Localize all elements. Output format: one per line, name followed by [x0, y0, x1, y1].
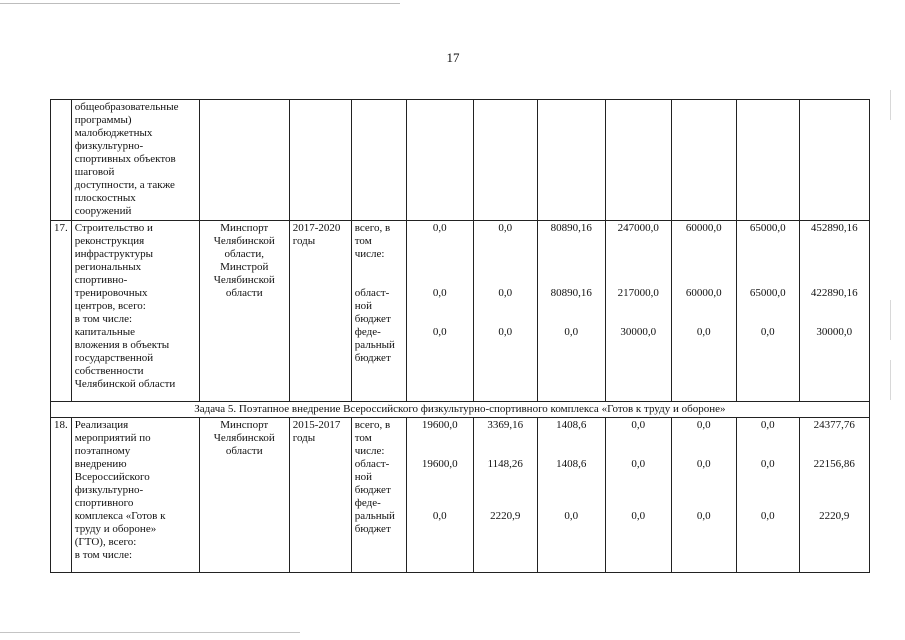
- name-line: физкультурно-: [74, 484, 144, 496]
- value-cell: [406, 221, 473, 402]
- value-regional: 65000,0: [749, 287, 786, 299]
- name-line: спортивных объектов: [74, 153, 176, 165]
- name-line: Всероссийского: [74, 471, 150, 483]
- value-cell: [473, 221, 537, 402]
- value-cell: [799, 418, 869, 573]
- name-line: плоскостных: [74, 192, 136, 204]
- source-line: област-: [354, 458, 390, 470]
- value-total: 0,0: [432, 222, 447, 234]
- value-cell: [736, 100, 799, 221]
- value-cell: [671, 100, 736, 221]
- value-federal: 0,0: [696, 326, 711, 338]
- source-cell: [351, 221, 406, 402]
- period-line: годы: [292, 432, 316, 444]
- source-line: бюджет: [354, 523, 391, 535]
- value-federal: 0,0: [696, 510, 711, 522]
- name-line: Строительство и: [74, 222, 153, 234]
- name-line: вложения в объекты: [74, 339, 170, 351]
- value-total: 0,0: [631, 419, 646, 431]
- source-line: том: [354, 432, 372, 444]
- value-cell: [473, 418, 537, 573]
- name-line: общеобразовательные: [74, 101, 179, 113]
- value-federal: 30000,0: [620, 326, 657, 338]
- executor-line: области: [225, 287, 263, 299]
- name-line: поэтапному: [74, 445, 131, 457]
- value-federal: 0,0: [760, 510, 775, 522]
- value-cell: [799, 221, 869, 402]
- table-row-17: [51, 221, 870, 402]
- value-cell: [406, 418, 473, 573]
- row-number-cell: 18.: [51, 418, 72, 573]
- scan-edge-mark: [890, 90, 891, 120]
- value-total: 60000,0: [685, 222, 722, 234]
- name-line: инфраструктуры: [74, 248, 153, 260]
- name-line: собственности: [74, 365, 144, 377]
- name-line: спортивно-: [74, 274, 128, 286]
- name-line: региональных: [74, 261, 142, 273]
- value-regional: 0,0: [498, 287, 513, 299]
- name-line: мероприятий по: [74, 432, 151, 444]
- table-row-task-5: [51, 402, 870, 418]
- value-cell: [671, 221, 736, 402]
- value-federal: 2220,9: [819, 510, 850, 522]
- value-total: 80890,16: [550, 222, 592, 234]
- source-line: феде-: [354, 497, 381, 509]
- source-spacer: [355, 261, 403, 287]
- period-cell: [289, 100, 351, 221]
- value-total: 3369,16: [487, 419, 524, 431]
- value-federal: 0,0: [631, 510, 646, 522]
- period-cell: [289, 418, 351, 573]
- scan-edge-line-top: [0, 3, 400, 4]
- source-line: ральный: [354, 510, 395, 522]
- name-line: в том числе:: [74, 313, 133, 325]
- name-line: реконструкция: [74, 235, 145, 247]
- source-line: числе:: [354, 445, 385, 457]
- name-line: центров, всего:: [74, 300, 146, 312]
- name-line: физкультурно-: [74, 140, 144, 152]
- value-total: 19600,0: [421, 419, 458, 431]
- value-cell: [605, 221, 671, 402]
- value-total: 0,0: [696, 419, 711, 431]
- value-cell: [736, 418, 799, 573]
- name-line: программы): [74, 114, 132, 126]
- page-number: 17: [446, 50, 460, 65]
- source-line: всего, в: [354, 419, 391, 431]
- source-line: ральный: [354, 339, 395, 351]
- source-line: бюджет: [354, 352, 391, 364]
- name-line: малобюджетных: [74, 127, 153, 139]
- source-line: ной: [354, 471, 373, 483]
- value-total: 65000,0: [749, 222, 786, 234]
- value-cell: [605, 100, 671, 221]
- value-regional: 0,0: [432, 287, 447, 299]
- value-federal: 0,0: [760, 326, 775, 338]
- value-total: 24377,76: [813, 419, 855, 431]
- value-regional: 80890,16: [550, 287, 592, 299]
- value-total: 0,0: [760, 419, 775, 431]
- value-cell: [537, 100, 605, 221]
- source-line: том: [354, 235, 372, 247]
- name-line: Челябинской области: [74, 378, 176, 390]
- value-cell: [537, 418, 605, 573]
- value-federal: 2220,9: [490, 510, 521, 522]
- name-line: капитальные: [74, 326, 136, 338]
- value-cell: [605, 418, 671, 573]
- executor-line: области: [225, 445, 263, 457]
- value-federal: 0,0: [498, 326, 513, 338]
- budget-table: [50, 99, 870, 573]
- name-line: комплекса «Готов к: [74, 510, 166, 522]
- value-federal: 0,0: [432, 510, 447, 522]
- name-line: внедрению: [74, 458, 127, 470]
- executor-line: Минстрой: [220, 261, 269, 273]
- executor-cell: [199, 100, 289, 221]
- value-regional: 0,0: [631, 458, 646, 470]
- row-number-cell: [51, 100, 72, 221]
- executor-line: области,: [224, 248, 265, 260]
- value-cell: [799, 100, 869, 221]
- value-regional: 1148,26: [487, 458, 523, 470]
- period-cell: [289, 221, 351, 402]
- name-line: государственной: [74, 352, 154, 364]
- scan-edge-line-bottom: [0, 632, 300, 633]
- period-line: годы: [292, 235, 316, 247]
- executor-line: Минспорт: [220, 222, 269, 234]
- task-heading: Задача 5. Поэтапное внедрение Всероссийского физкультурно-спортивного комплекса «Готов к труду и обороне»: [51, 402, 870, 418]
- row-number-cell: 17.: [51, 221, 72, 402]
- table-row-continuation: [51, 100, 870, 221]
- executor-cell: [199, 418, 289, 573]
- value-total: 452890,16: [810, 222, 858, 234]
- value-cell: [406, 100, 473, 221]
- executor-line: Челябинской: [213, 235, 275, 247]
- value-regional: 422890,16: [810, 287, 858, 299]
- name-line: тренировочных: [74, 287, 148, 299]
- executor-line: Минспорт: [220, 419, 269, 431]
- scan-edge-mark: [890, 360, 891, 400]
- value-regional: 19600,0: [421, 458, 458, 470]
- value-federal: 0,0: [564, 326, 579, 338]
- name-line: (ГТО), всего:: [74, 536, 137, 548]
- source-line: числе:: [354, 248, 385, 260]
- value-cell: [473, 100, 537, 221]
- value-cell: [537, 221, 605, 402]
- source-line: бюджет: [354, 313, 391, 325]
- value-total: 1408,6: [556, 419, 587, 431]
- value-regional: 0,0: [696, 458, 711, 470]
- value-regional: 22156,86: [813, 458, 855, 470]
- source-line: бюджет: [354, 484, 391, 496]
- value-federal: 30000,0: [816, 326, 853, 338]
- value-regional: 0,0: [760, 458, 775, 470]
- source-cell: [351, 100, 406, 221]
- source-line: област-: [354, 287, 390, 299]
- value-regional: 1408,6: [556, 458, 587, 470]
- name-line: в том числе:: [74, 549, 133, 561]
- name-line: Реализация: [74, 419, 129, 431]
- value-cell: [736, 221, 799, 402]
- measure-name-cell: [71, 221, 199, 402]
- period-line: 2017-2020: [292, 222, 341, 234]
- name-line: шаговой: [74, 166, 115, 178]
- value-regional: 217000,0: [617, 287, 659, 299]
- source-cell: [351, 418, 406, 573]
- source-line: феде-: [354, 326, 381, 338]
- executor-cell: [199, 221, 289, 402]
- value-regional: 60000,0: [685, 287, 722, 299]
- executor-line: Челябинской: [213, 432, 275, 444]
- value-cell: [671, 418, 736, 573]
- measure-name-cell: [71, 100, 199, 221]
- name-line: доступности, а также: [74, 179, 175, 191]
- value-total: 247000,0: [617, 222, 659, 234]
- value-total: 0,0: [498, 222, 513, 234]
- table-row-18: [51, 418, 870, 573]
- source-line: всего, в: [354, 222, 391, 234]
- executor-line: Челябинской: [213, 274, 275, 286]
- value-federal: 0,0: [432, 326, 447, 338]
- measure-name-cell: [71, 418, 199, 573]
- period-line: 2015-2017: [292, 419, 341, 431]
- name-line: сооружений: [74, 205, 132, 217]
- name-line: труду и обороне»: [74, 523, 157, 535]
- value-federal: 0,0: [564, 510, 579, 522]
- name-line: спортивного: [74, 497, 134, 509]
- source-line: ной: [354, 300, 373, 312]
- scan-edge-mark: [890, 300, 891, 340]
